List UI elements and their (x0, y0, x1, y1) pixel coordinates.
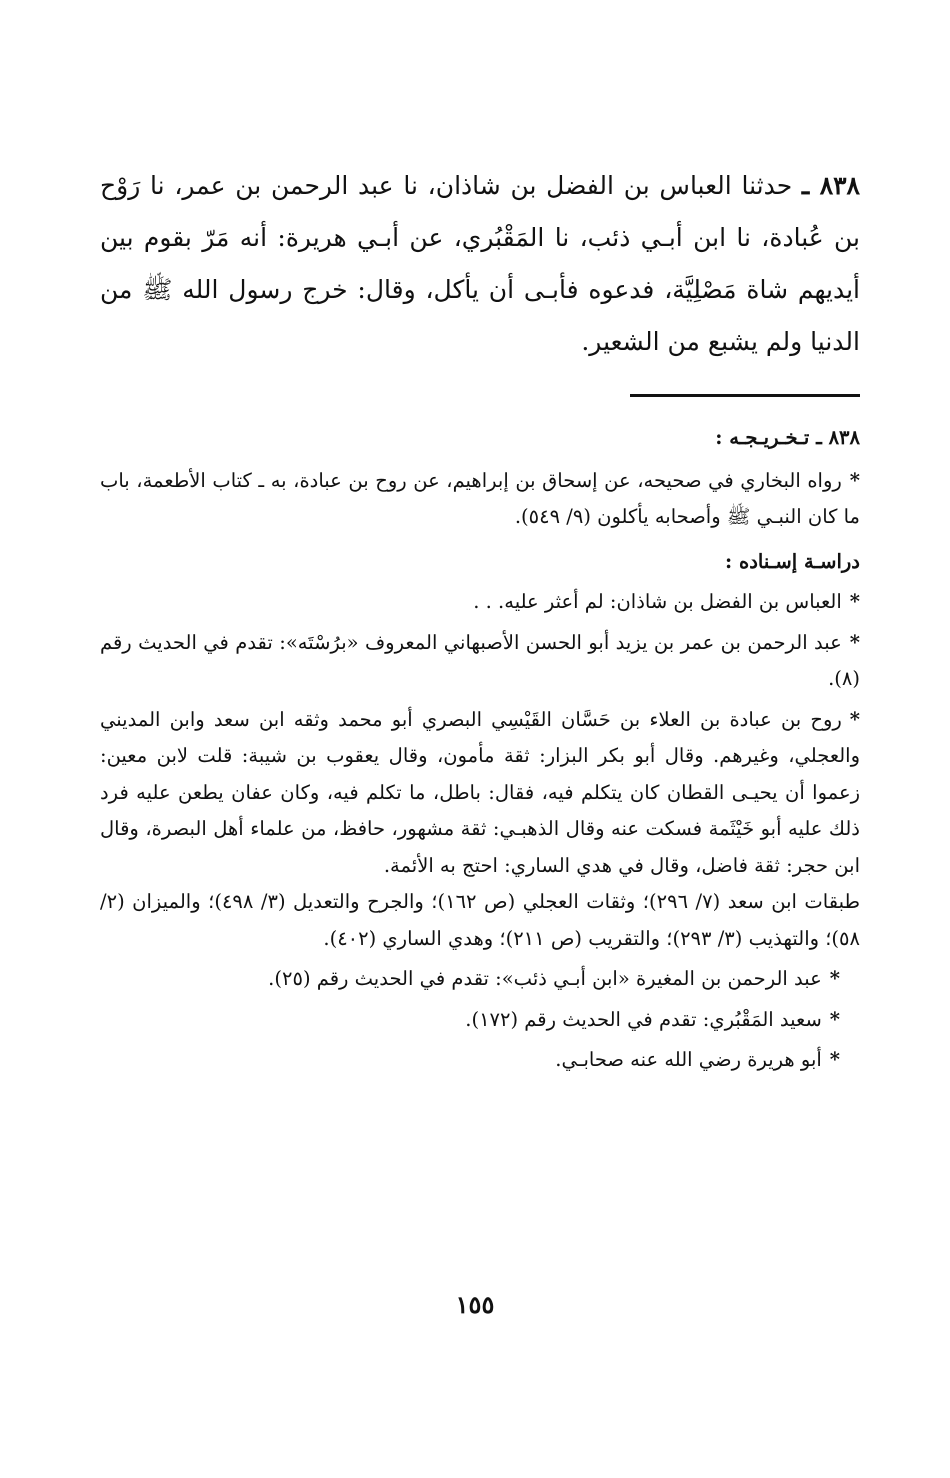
takhrij-text: رواه البخاري في صحيحه، عن إسحاق بن إبراهيم، عن روح بن عبادة، به ـ كتاب الأطعمة، باب ما كان النبـي ﷺ وأصحابه يأكلون (٩/ ٥٤٩). (100, 468, 860, 528)
bullet-icon: * (849, 707, 860, 731)
bullet-icon: * (829, 1048, 840, 1071)
narrator-item (100, 625, 860, 698)
hadith-text-block (100, 160, 860, 368)
narrator-item (100, 702, 860, 885)
footnote-separator (630, 394, 860, 397)
narrator-text: عبد الرحمن بن عمر بن يزيد أبو الحسن الأصبهاني المعروف «برُسْتَه»: تقدم في الحديث رقم (٨). (100, 630, 860, 690)
page-number: ١٥٥ (455, 1290, 495, 1319)
bullet-icon: * (849, 468, 860, 492)
takhrij-heading: ٨٣٨ ـ تـخـريـجـه : (715, 426, 860, 449)
takhrij-paragraph (100, 463, 860, 536)
bullet-icon: * (849, 590, 860, 613)
narrator-text: سعيد المَقْبُري: تقدم في الحديث رقم (١٧٢). (465, 1007, 822, 1031)
hadith-number: ٨٣٨ ـ (801, 171, 860, 200)
hadith-body: حدثنا العباس بن الفضل بن شاذان، نا عبد الرحمن بن عمر، نا رَوْح بن عُبادة، نا ابن أبـي ذئب، نا المَقْبُري، عن أبـي هريرة: أنه مَرّ بقوم بين أيديهم شاة مَصْلِيَّة، فدعوه فأبـى أن يأكل، وقال: خرج رسول الله ﷺ من الدنيا ولم يشبع من الشعير. (100, 171, 860, 356)
narrator-item (100, 1042, 860, 1079)
narrator-text: عبد الرحمن بن المغيرة «ابن أبـي ذئب»: تقدم في الحديث رقم (٢٥). (268, 967, 822, 990)
bullet-icon: * (829, 967, 840, 990)
bullet-icon: * (849, 630, 860, 654)
hadith-paragraph (100, 160, 860, 368)
bullet-icon: * (829, 1007, 840, 1031)
narrator-text: روح بن عبادة بن العلاء بن حَسَّان القَيْسِي البصري أبو محمد وثقه ابن سعد وابن المديني والعجلي، وغيرهم. وقال أبو بكر البزار: ثقة مأمون، وقال يعقوب بن شيبة: قلت لابن معين: زعموا أن يحيـى القطان كان يتكلم فيه، فقال: باطل، ما تكلم فيه، وكان عفان يطعن عليه فرد ذلك عليه أبو خَيْثَمة فسكت عنه وقال الذهبـي: ثقة مشهور، حافظ، من علماء أهل البصرة، وقال ابن حجر: ثقة فاضل، وقال في هدي الساري: احتج به الأئمة. (100, 707, 860, 877)
narrator-item (100, 584, 860, 621)
sources-paragraph: طبقات ابن سعد (٧/ ٢٩٦)؛ وثقات العجلي (ص ١٦٢)؛ والجرح والتعديل (٣/ ٤٩٨)؛ والميزان (٢/ ٥٨)؛ والتهذيب (٣/ ٢٩٣)؛ والتقريب (ص ٢١١)؛ وهدي الساري (٤٠٢). (100, 890, 861, 950)
narrator-item (100, 961, 860, 998)
narrator-item (100, 1002, 860, 1039)
narrator-text: أبو هريرة رضي الله عنه صحابـي. (555, 1048, 822, 1071)
footnotes-block (100, 420, 860, 1079)
narrator-text: العباس بن الفضل بن شاذان: لم أعثر عليه. . . (473, 590, 842, 613)
isnad-study-heading: دراسـة إسـناده : (725, 549, 860, 573)
